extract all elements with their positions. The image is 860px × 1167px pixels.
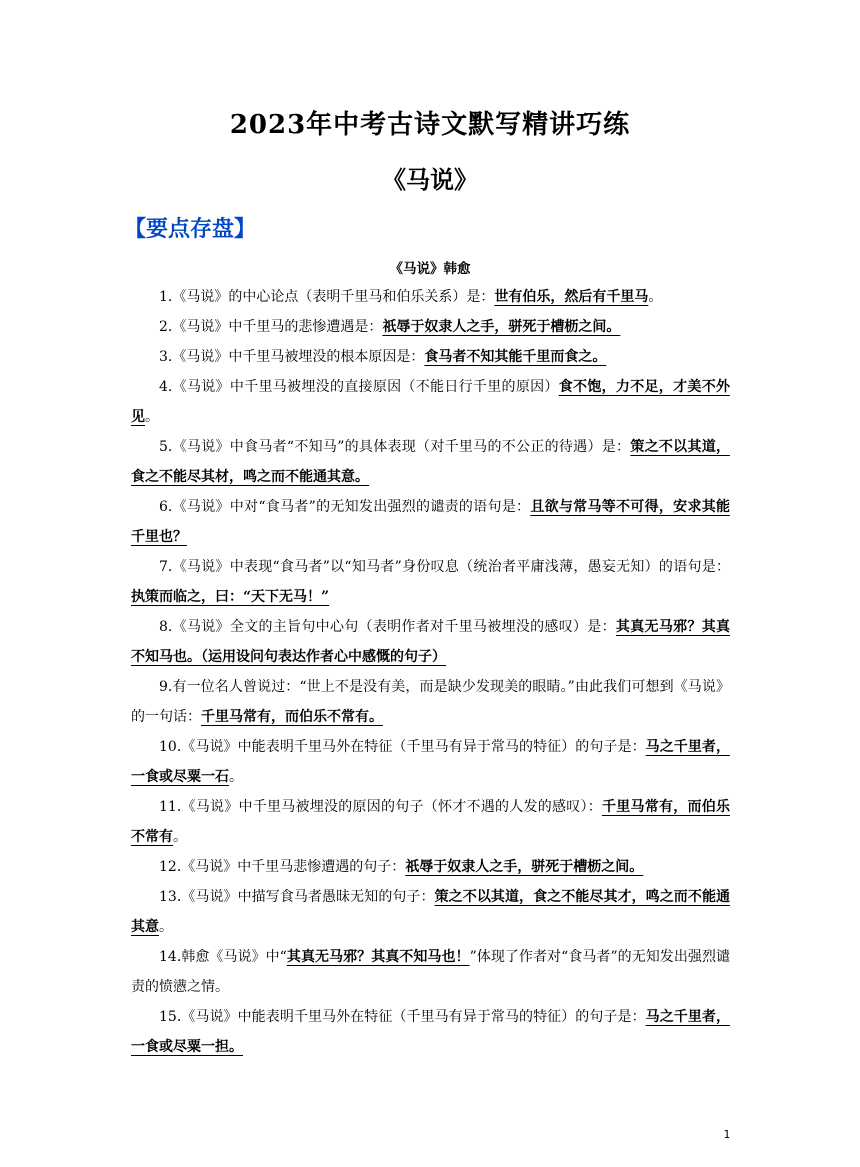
- item-answer: 食不饱，力不足，才美不外见: [131, 379, 731, 425]
- list-item: [131, 942, 730, 1002]
- item-answer: 马之千里者，一食或尽粟一石: [131, 739, 731, 785]
- item-prompt: 14.韩愈《马说》中“: [159, 949, 287, 965]
- item-tail: 。: [145, 409, 159, 425]
- item-tail: ”体现了作者对“食马者”的无知发出强烈谴责的愤懑之情。: [131, 949, 731, 995]
- list-item: [131, 492, 730, 552]
- list-item: [131, 612, 730, 672]
- item-tail: 。: [159, 919, 173, 935]
- item-prompt: 3.《马说》中千里马被埋没的根本原因是：: [159, 349, 425, 365]
- section-heading: 《马说》韩愈: [389, 261, 471, 277]
- item-answer: 马之千里者，一食或尽粟一担。: [131, 1009, 731, 1055]
- item-prompt: 2.《马说》中千里马的悲惨遭遇是：: [159, 319, 383, 335]
- item-prompt: 15.《马说》中能表明千里马外在特征（千里马有异于常马的特征）的句子是：: [159, 1009, 646, 1025]
- list-item: [131, 672, 730, 732]
- item-answer: 千里马常有，而伯乐不常有。: [201, 709, 383, 725]
- item-prompt: 5.《马说》中食马者“不知马”的具体表现（对千里马的不公正的待遇）是：: [159, 439, 631, 455]
- item-answer: 其真无马邪？其真不知马也。（运用设问句表达作者心中感慨的句子）: [131, 619, 731, 665]
- item-answer: 执策而临之，曰：“天下无马！”: [131, 589, 330, 605]
- page-number: 1: [723, 1128, 731, 1141]
- list-item: [131, 282, 730, 312]
- item-answer: 策之不以其道，食之不能尽其材，鸣之而不能通其意。: [131, 439, 731, 485]
- item-answer: 策之不以其道，食之不能尽其才，鸣之而不能通其意: [131, 889, 731, 935]
- item-prompt: 1.《马说》的中心论点（表明千里马和伯乐关系）是：: [159, 289, 495, 305]
- list-item: [131, 342, 730, 372]
- item-answer: 千里马常有，而伯乐不常有: [131, 799, 731, 845]
- item-prompt: 11.《马说》中千里马被埋没的原因的句子（怀才不遇的人发的感叹）：: [159, 799, 603, 815]
- list-item: [131, 312, 730, 342]
- item-list: [131, 282, 730, 1062]
- list-item: [131, 552, 730, 612]
- item-prompt: 9.有一位名人曾说过：“世上不是没有美，而是缺少发现美的眼睛。”由此我们可想到《马说》的一句话：: [131, 679, 730, 725]
- item-tail: 。: [229, 769, 243, 785]
- item-prompt: 7.《马说》中表现“食马者”以“知马者”身份叹息（统治者平庸浅薄，愚妄无知）的语句是：: [159, 559, 730, 575]
- document-subtitle: 《马说》: [382, 165, 478, 194]
- item-answer: 祇辱于奴隶人之手，骈死于槽枥之间。: [405, 859, 644, 875]
- item-answer: 且欲与常马等不可得，安求其能千里也？: [131, 499, 731, 545]
- section-label: 【要点存盘】: [124, 217, 257, 242]
- item-tail: 。: [173, 829, 187, 845]
- list-item: [131, 852, 730, 882]
- list-item: [131, 732, 730, 792]
- item-tail: 。: [648, 289, 663, 305]
- item-answer: 世有伯乐，然后有千里马: [494, 289, 649, 305]
- item-prompt: 12.《马说》中千里马悲惨遭遇的句子：: [159, 859, 406, 875]
- document-title: 2023年中考古诗文默写精讲巧练: [229, 110, 631, 140]
- item-answer: 其真无马邪？其真不知马也！: [286, 949, 470, 965]
- list-item: [131, 1002, 730, 1062]
- list-item: [131, 882, 730, 942]
- list-item: [131, 792, 730, 852]
- item-prompt: 8.《马说》全文的主旨句中心句（表明作者对千里马被埋没的感叹）是：: [159, 619, 616, 635]
- item-answer: 食马者不知其能千里而食之。: [424, 349, 607, 365]
- item-prompt: 4.《马说》中千里马被埋没的直接原因（不能日行千里的原因）: [159, 379, 559, 395]
- list-item: [131, 372, 730, 432]
- item-prompt: 10.《马说》中能表明千里马外在特征（千里马有异于常马的特征）的句子是：: [159, 739, 646, 755]
- item-answer: 祇辱于奴隶人之手，骈死于槽枥之间。: [382, 319, 621, 335]
- list-item: [131, 432, 730, 492]
- item-prompt: 6.《马说》中对“食马者”的无知发出强烈的谴责的语句是：: [159, 499, 531, 515]
- item-prompt: 13.《马说》中描写食马者愚昧无知的句子：: [159, 889, 435, 905]
